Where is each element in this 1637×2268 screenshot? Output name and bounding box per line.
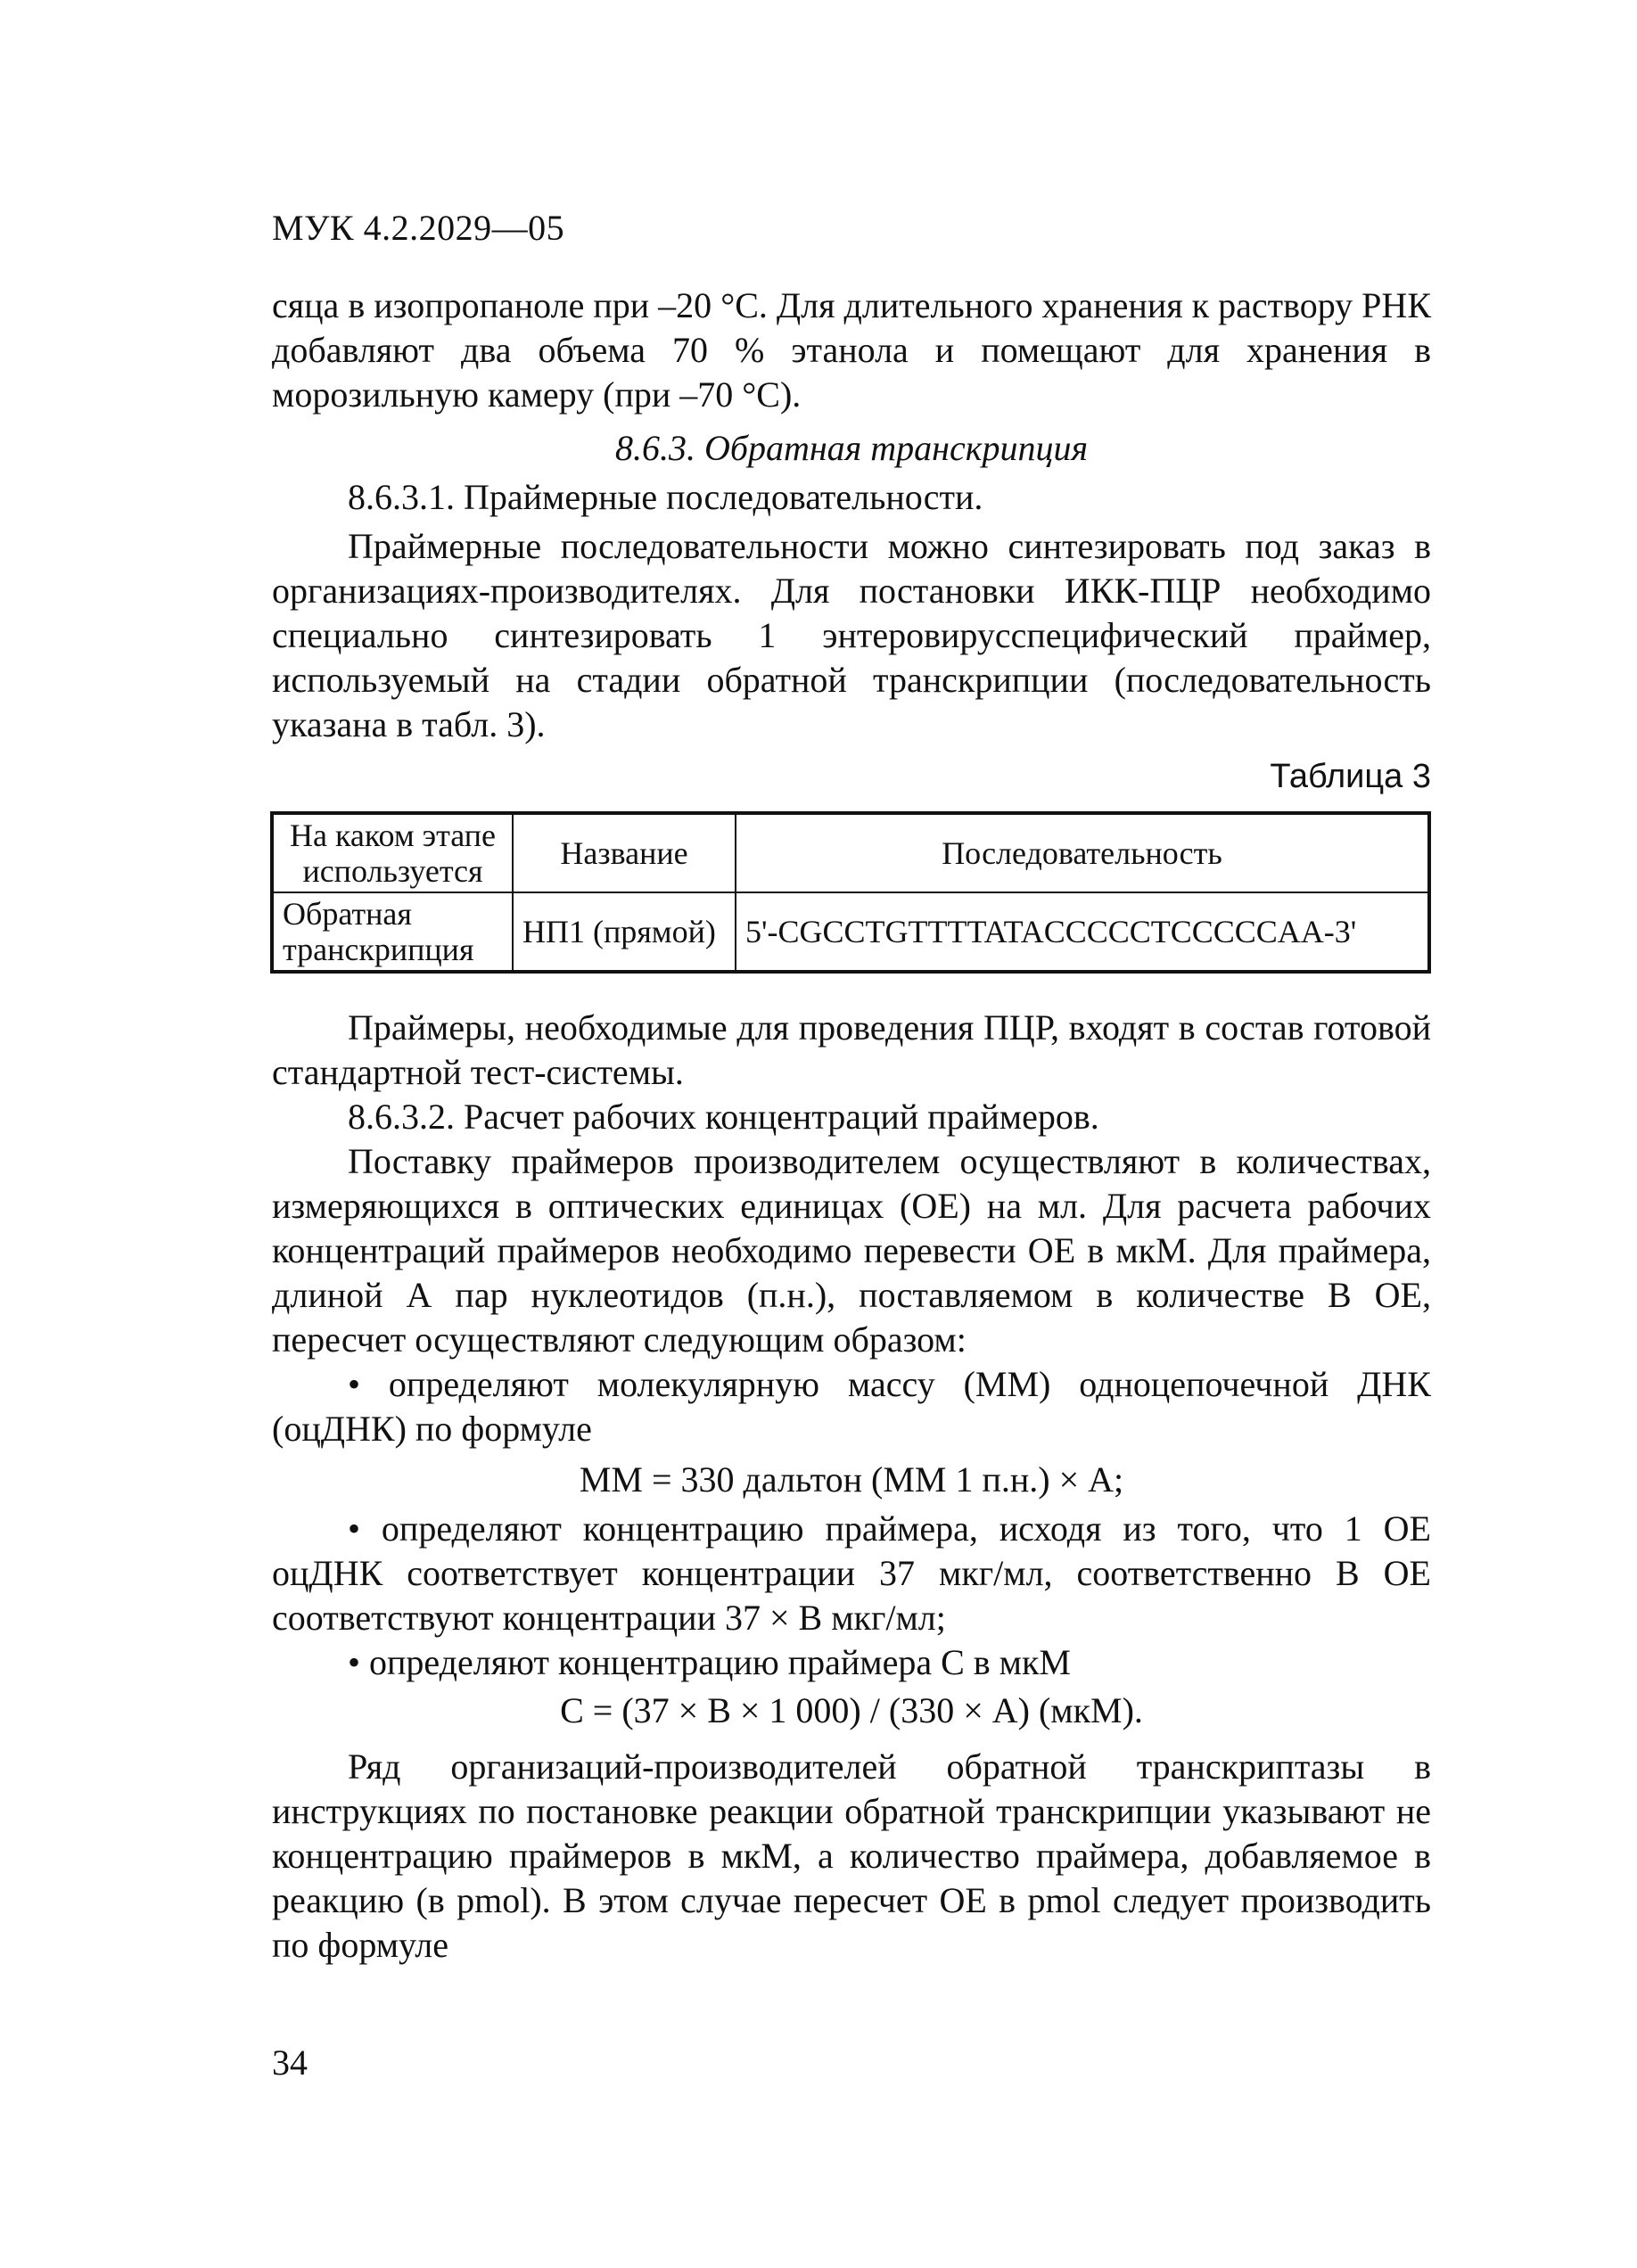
table-cell: НП1 (прямой) <box>513 892 736 972</box>
formula-concentration: С = (37 × В × 1 000) / (330 × А) (мкМ). <box>560 1690 1143 1730</box>
table-header-cell: Последовательность <box>736 813 1429 892</box>
subsection-title-concentration: 8.6.3.2. Расчет рабочих концентраций праймеров. <box>348 1097 1099 1137</box>
paragraph-pmol: Ряд организаций-производителей обратной транскриптазы в инструкциях по постановке реакции обратной транскрипции указывают не концентрацию праймеров в мкМ, а количество праймера, добавляемое в реакцию (в pmol). В этом случае пересчет ОЕ в pmol следует производить по формуле <box>272 1746 1431 1965</box>
table-cell: Обратная транскрипция <box>272 892 513 972</box>
bullet-concentration-c: • определяют концентрацию праймера С в мкМ <box>348 1642 1071 1682</box>
section-title: 8.6.3. Обратная транскрипция <box>614 428 1089 468</box>
document-header: МУК 4.2.2029—05 <box>272 208 565 248</box>
page-number: 34 <box>272 2042 308 2083</box>
table-cell: 5'-CGCCTGTTTTATACCCCCTCCCCCAA-3' <box>736 892 1429 972</box>
table-caption: Таблица 3 <box>1270 758 1431 795</box>
paragraph-pcr-primers: Праймеры, необходимые для проведения ПЦР, входят в состав готовой стандартной тест-системы. <box>272 1007 1431 1092</box>
paragraph-storage: сяца в изопропаноле при –20 °С. Для длительного хранения к раствору РНК добавляют два объема 70 % этанола и помещают для хранения в морозильную камеру (при –70 °С). <box>272 285 1431 415</box>
paragraph-primer-synthesis: Праймерные последовательности можно синтезировать под заказ в организациях-производителях. Для постановки ИКК-ПЦР необходимо специально синтезировать 1 энтеровирусспецифический праймер, используемый на стадии обратной транскрипции (последовательность указана в табл. 3). <box>272 526 1431 744</box>
primer-table <box>270 811 1431 974</box>
subsection-title-primers: 8.6.3.1. Праймерные последовательности. <box>348 477 983 517</box>
table-row <box>272 892 1429 972</box>
table-header-cell: На каком этапе используется <box>272 813 513 892</box>
bullet-concentration: • определяют концентрацию праймера, исходя из того, что 1 ОЕ оцДНК соответствует концентрации 37 мкг/мл, соответственно В ОЕ соответствуют концентрации 37 × В мкг/мл; <box>272 1508 1431 1638</box>
table-header-row <box>272 813 1429 892</box>
table-header-cell: Название <box>513 813 736 892</box>
paragraph-primer-supply: Поставку праймеров производителем осуществляют в количествах, измеряющихся в оптических единицах (ОЕ) на мл. Для расчета рабочих концентраций праймеров необходимо перевести ОЕ в мкМ. Для праймера, длиной А пар нуклеотидов (п.н.), поставляемом в количестве В ОЕ, пересчет осуществляют следующим образом: <box>272 1141 1431 1360</box>
formula-molecular-mass: ММ = 330 дальтон (ММ 1 п.н.) × А; <box>579 1459 1124 1500</box>
bullet-molecular-mass: • определяют молекулярную массу (ММ) одноцепочечной ДНК (оцДНК) по формуле <box>272 1364 1431 1449</box>
